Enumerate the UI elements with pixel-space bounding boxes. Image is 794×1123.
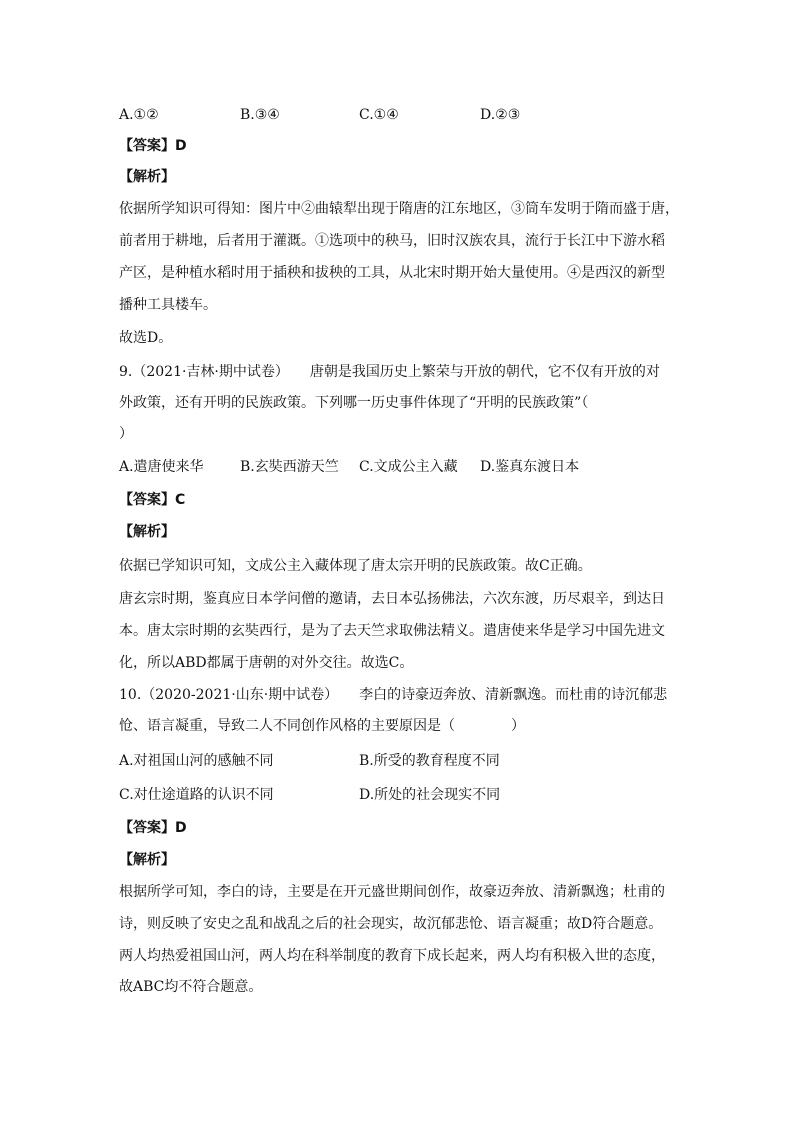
- q9-analysis-line: 本。唐太宗时期的玄奘西行，是为了去天竺求取佛法精义。遣唐使来华是学习中国先进文: [119, 623, 665, 639]
- q9-analysis-line: 唐玄宗时期，鉴真应日本学问僧的邀请，去日本弘扬佛法，六次东渡，历尽艰辛，到达日: [119, 591, 665, 607]
- q10-option-b: B.所受的教育程度不同: [359, 753, 500, 769]
- q10-analysis-line: 诗，则反映了安史之乱和战乱之后的社会现实，故沉郁悲怆、语言凝重；故D符合题意。: [119, 916, 663, 932]
- q8-option-c: C.①④: [359, 107, 399, 123]
- q9-option-d: D.鉴真东渡日本: [480, 459, 580, 475]
- q9-answer: 【答案】C: [119, 492, 186, 508]
- q9-option-b: B.玄奘西游天竺: [240, 459, 339, 475]
- q8-option-b: B.③④: [240, 107, 280, 123]
- q10-analysis-line: 根据所学可知，李白的诗，主要是在开元盛世期间创作，故豪迈奔放、清新飘逸；杜甫的: [119, 884, 665, 900]
- q10-analysis-line: 两人均热爱祖国山河，两人均在科举制度的教育下成长起来，两人均有积极入世的态度，: [119, 948, 665, 964]
- q8-analysis-line: 播种工具楼车。: [119, 297, 217, 313]
- q9-analysis-line: 化，所以ABD都属于唐朝的对外交往。故选C。: [119, 655, 414, 671]
- q8-option-d: D.②③: [480, 107, 521, 123]
- q8-answer: 【答案】D: [119, 138, 187, 154]
- q9-option-c: C.文成公主入藏: [359, 459, 458, 475]
- q9-analysis-line: 依据已学知识可知，文成公主入藏体现了唐太宗开明的民族政策。故C正确。: [119, 558, 592, 574]
- q10-stem-line: 10.（2020-2021·山东·期中试卷） 李白的诗豪迈奔放、清新飘逸。而杜甫的诗沉郁悲: [119, 687, 668, 703]
- q8-option-a: A.①②: [119, 107, 159, 123]
- q9-stem-line: 9.（2021·吉林·期中试卷） 唐朝是我国历史上繁荣与开放的朝代，它不仅有开放的对: [119, 364, 660, 380]
- q10-option-c: C.对仕途道路的认识不同: [119, 787, 274, 803]
- q9-stem-line: 外政策，还有开明的民族政策。下列哪一历史事件体现了“开明的民族政策”（: [119, 395, 589, 411]
- q10-analysis-label: 【解析】: [119, 852, 175, 868]
- q10-stem-line: 怆、语言凝重，导致二人不同创作风格的主要原因是（ ）: [119, 718, 525, 734]
- q9-analysis-label: 【解析】: [119, 524, 175, 540]
- q10-analysis-line: 故ABC均不符合题意。: [119, 979, 263, 995]
- q8-analysis-line: 产区，是种植水稻时用于插秧和拔秧的工具，从北宋时期开始大量使用。④是西汉的新型: [119, 265, 665, 281]
- q9-option-a: A.遣唐使来华: [119, 459, 204, 475]
- q8-analysis-label: 【解析】: [119, 169, 175, 185]
- q10-option-a: A.对祖国山河的感触不同: [119, 753, 274, 769]
- q8-conclusion: 故选D。: [119, 330, 173, 346]
- q10-option-d: D.所处的社会现实不同: [359, 787, 501, 803]
- q8-analysis-line: 依据所学知识可得知：图片中②曲辕犁出现于隋唐的江东地区，③筒车发明于隋而盛于唐，: [119, 201, 679, 217]
- q8-analysis-line: 前者用于耕地，后者用于灌溉。①选项中的秧马，旧时汉族农具，流行于长江中下游水稻: [119, 233, 665, 249]
- q9-stem-line: ）: [119, 426, 133, 442]
- q10-answer: 【答案】D: [119, 820, 187, 836]
